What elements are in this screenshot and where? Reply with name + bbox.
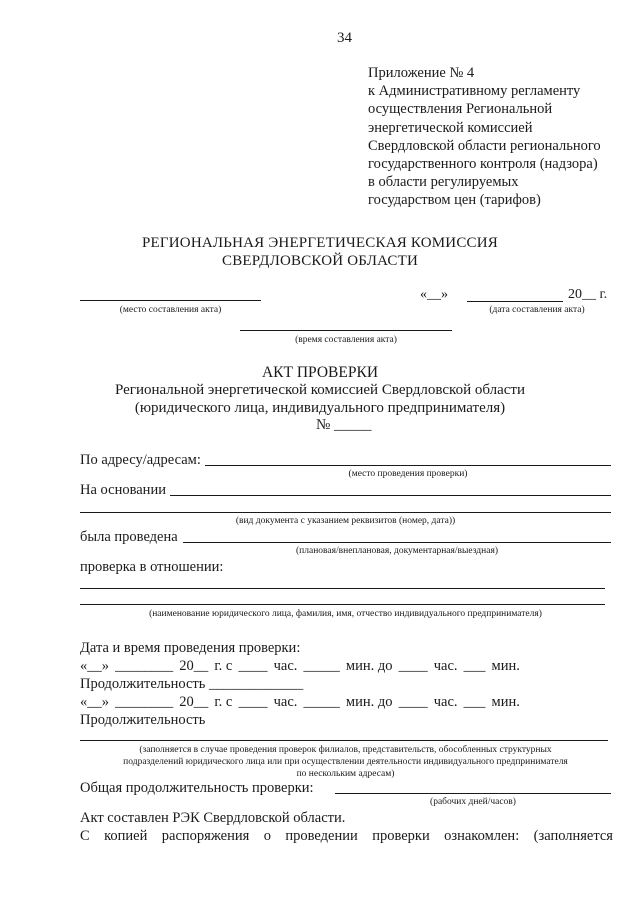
row1-hour-unit: час. bbox=[273, 658, 298, 674]
copy-word: проведении bbox=[285, 828, 358, 844]
basis-caption: (вид документа с указанием реквизитов (номер, дата)) bbox=[235, 516, 456, 526]
appendix-line: Приложение № 4 bbox=[368, 65, 475, 81]
date-year: 20__ г. bbox=[568, 287, 608, 302]
appendix-block bbox=[368, 64, 628, 210]
regarding-label: проверка в отношении: bbox=[80, 559, 224, 575]
copy-word: С bbox=[80, 828, 90, 844]
row2-hour2-unit: час. bbox=[433, 694, 458, 710]
page-number: 34 bbox=[337, 30, 352, 46]
regarding-field-line-1 bbox=[80, 588, 605, 589]
row1-year: 20__ bbox=[179, 658, 209, 674]
copy-word: о bbox=[263, 828, 271, 844]
row2-hour-blank: ____ bbox=[238, 694, 268, 710]
date-month-line bbox=[467, 301, 563, 302]
row1-min-to: мин. до bbox=[345, 658, 393, 674]
row1-hour2-unit: час. bbox=[433, 658, 458, 674]
place-caption: (место составления акта) bbox=[119, 305, 222, 315]
act-number: № _____ bbox=[316, 417, 372, 433]
conducted-label: была проведена bbox=[80, 529, 178, 545]
conducted-caption: (плановая/внеплановая, документарная/выездная) bbox=[296, 546, 498, 556]
place-field-line bbox=[80, 300, 261, 301]
row2-min2-unit: мин. bbox=[491, 694, 520, 710]
regarding-caption: (наименование юридического лица, фамилия, имя, отчество индивидуального предпринимателя) bbox=[149, 609, 542, 619]
regarding-field-line-2 bbox=[80, 604, 605, 605]
appendix-line: государственного контроля (надзора) bbox=[368, 156, 598, 173]
copy-word: проверки bbox=[372, 828, 430, 844]
copy-word: ознакомлен: bbox=[444, 828, 520, 844]
branches-caption-line-1: (заполняется в случае проведения проверок филиалов, представительств, обособленных структурных bbox=[139, 745, 552, 755]
act-subtitle-1: Региональной энергетической комиссией Свердловской области bbox=[115, 382, 525, 398]
total-duration-label: Общая продолжительность проверки: bbox=[80, 780, 314, 796]
datetime-row-2 bbox=[80, 694, 520, 711]
duration-1: Продолжительность _____________ bbox=[80, 676, 304, 692]
row1-hour-blank: ____ bbox=[238, 658, 268, 674]
total-duration-caption: (рабочих дней/часов) bbox=[430, 797, 516, 807]
row1-min2-unit: мин. bbox=[491, 658, 520, 674]
copy-word: распоряжения bbox=[161, 828, 250, 844]
appendix-line: к Административному регламенту bbox=[368, 83, 581, 100]
duration-field-line bbox=[80, 740, 608, 741]
act-title: АКТ ПРОВЕРКИ bbox=[261, 364, 379, 381]
datetime-row-1 bbox=[80, 658, 520, 675]
row1-min2-blank: ___ bbox=[463, 658, 486, 674]
appendix-line: энергетической комиссией bbox=[368, 119, 533, 136]
act-compiled-text: Акт составлен РЭК Свердловской области. bbox=[80, 810, 346, 826]
row1-from: г. с bbox=[214, 658, 233, 674]
row2-from: г. с bbox=[214, 694, 233, 710]
row2-hour-unit: час. bbox=[273, 694, 298, 710]
basis-field-line bbox=[170, 495, 611, 496]
address-caption: (место проведения проверки) bbox=[348, 469, 468, 479]
address-field-line bbox=[205, 465, 611, 466]
row2-day: «__» bbox=[80, 694, 109, 710]
row2-min2-blank: ___ bbox=[463, 694, 486, 710]
row1-day: «__» bbox=[80, 658, 109, 674]
row2-month: ________ bbox=[115, 694, 174, 710]
row2-min-blank: _____ bbox=[303, 694, 340, 710]
copy-word: копией bbox=[104, 828, 148, 844]
row2-year: 20__ bbox=[179, 694, 209, 710]
row1-min-blank: _____ bbox=[303, 658, 340, 674]
row2-hour2-blank: ____ bbox=[398, 694, 428, 710]
commission-title-line-2: СВЕРДЛОВСКОЙ ОБЛАСТИ bbox=[221, 253, 418, 269]
branches-caption bbox=[80, 744, 611, 780]
commission-title-line-1: РЕГИОНАЛЬНАЯ ЭНЕРГЕТИЧЕСКАЯ КОМИССИЯ bbox=[142, 235, 498, 251]
branches-caption-line-2: подразделений юридического лица или при осуществлении деятельности индивидуального предпринимателя bbox=[123, 757, 568, 767]
row1-month: ________ bbox=[115, 658, 174, 674]
basis-field-line-2 bbox=[80, 512, 611, 513]
duration-2: Продолжительность bbox=[80, 712, 206, 728]
conducted-field-line bbox=[183, 542, 611, 543]
date-open-quote: «__» bbox=[420, 287, 448, 302]
act-subtitle-2: (юридического лица, индивидуального предпринимателя) bbox=[134, 400, 506, 416]
row2-min-to: мин. до bbox=[345, 694, 393, 710]
appendix-line: в области регулируемых bbox=[368, 174, 519, 191]
branches-caption-line-3: по нескольким адресам) bbox=[296, 769, 395, 779]
datetime-label: Дата и время проведения проверки: bbox=[80, 640, 301, 656]
total-duration-line bbox=[335, 793, 611, 794]
appendix-line: осуществления Региональной bbox=[368, 101, 553, 118]
address-label: По адресу/адресам: bbox=[80, 452, 201, 468]
basis-label: На основании bbox=[80, 482, 166, 498]
time-caption: (время составления акта) bbox=[295, 335, 397, 345]
copy-acknowledged-text bbox=[80, 828, 613, 845]
row1-hour2-blank: ____ bbox=[398, 658, 428, 674]
copy-word: (заполняется bbox=[533, 828, 613, 844]
date-caption: (дата составления акта) bbox=[489, 305, 585, 315]
appendix-line: государством цен (тарифов) bbox=[368, 192, 541, 209]
time-field-line bbox=[240, 330, 452, 331]
appendix-line: Свердловской области регионального bbox=[368, 137, 601, 154]
